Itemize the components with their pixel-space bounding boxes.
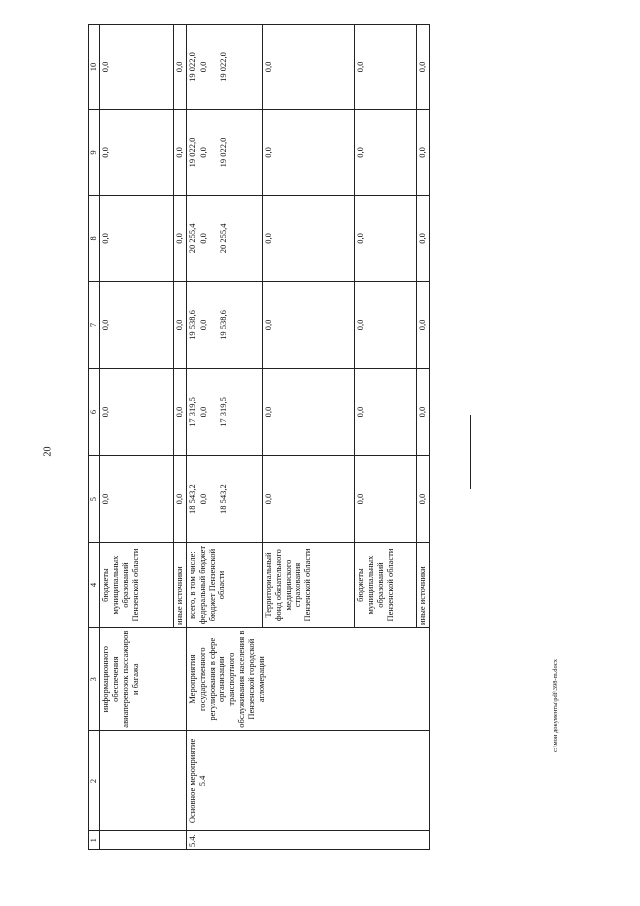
value-cell: 0,0 <box>197 61 208 73</box>
value-cell: 19 022,0 <box>218 137 229 168</box>
value-cell: 18 543,2 <box>187 484 198 514</box>
value-cell: 18 543,2 <box>218 484 229 514</box>
value-group <box>187 25 263 110</box>
value-cell: 0,0 <box>416 109 429 195</box>
value-cell: 0,0 <box>174 368 187 455</box>
header-cell: 7 <box>89 281 100 368</box>
page-number: 20 <box>42 446 54 457</box>
value-cell: 0,0 <box>197 406 208 418</box>
value-cell: 0,0 <box>197 319 208 331</box>
value-cell: 20 255,4 <box>218 223 229 254</box>
value-cell: 0,0 <box>100 368 174 455</box>
separator-line <box>470 415 471 489</box>
header-cell: 2 <box>89 731 100 831</box>
num-cell: 5.4. <box>187 831 430 850</box>
value-cell: 0,0 <box>355 195 417 281</box>
source-label: иные источники <box>416 543 429 628</box>
source-label: бюджеты муниципальных образований Пензенской области <box>100 543 174 628</box>
value-cell: 0,0 <box>416 456 429 543</box>
value-cell: 0,0 <box>416 195 429 281</box>
value-cell: 19 538,6 <box>218 310 229 340</box>
value-cell: 19 022,0 <box>187 52 198 82</box>
header-cell: 4 <box>89 543 100 628</box>
value-cell: 0,0 <box>355 456 417 543</box>
value-group <box>187 368 263 455</box>
value-cell: 0,0 <box>174 109 187 195</box>
value-cell: 0,0 <box>263 368 355 455</box>
value-cell: 19 022,0 <box>187 137 198 168</box>
value-cell: 0,0 <box>263 456 355 543</box>
header-cell: 9 <box>89 109 100 195</box>
value-cell: 0,0 <box>263 281 355 368</box>
rotated-table-container <box>88 24 430 850</box>
source-label: бюджет Пензенской области <box>206 548 227 622</box>
value-cell: 0,0 <box>355 25 417 110</box>
header-cell: 10 <box>89 25 100 110</box>
value-cell: 17 319,5 <box>218 397 229 427</box>
source-label: всего, в том числе: <box>187 551 198 619</box>
source-group <box>187 543 263 628</box>
value-cell: 0,0 <box>100 281 174 368</box>
value-cell: 0,0 <box>416 368 429 455</box>
value-cell: 0,0 <box>416 25 429 110</box>
name-cell <box>100 731 187 831</box>
header-cell: 8 <box>89 195 100 281</box>
value-cell: 0,0 <box>174 281 187 368</box>
value-cell: 0,0 <box>100 109 174 195</box>
footer-file-path: c:\мои документы\pdf\398-m.docx <box>552 659 559 752</box>
header-row <box>89 25 100 850</box>
value-group <box>187 195 263 281</box>
header-cell: 5 <box>89 456 100 543</box>
source-label: бюджеты муниципальных образований Пензенской области <box>355 543 417 628</box>
value-cell: 0,0 <box>100 456 174 543</box>
num-cell <box>100 831 187 850</box>
value-cell: 0,0 <box>100 195 174 281</box>
name-cell: Основное мероприятие 5.4 <box>187 731 430 831</box>
source-label: федеральный бюджет <box>196 545 207 625</box>
value-cell: 0,0 <box>197 493 208 505</box>
value-cell: 0,0 <box>174 195 187 281</box>
source-label: Территориальный фонд обязательного медицинского страхования Пензенской области <box>263 543 355 628</box>
value-cell: 0,0 <box>355 281 417 368</box>
value-group <box>187 456 263 543</box>
table-row <box>100 25 174 850</box>
header-cell: 1 <box>89 831 100 850</box>
value-cell: 0,0 <box>263 109 355 195</box>
value-cell: 0,0 <box>174 25 187 110</box>
header-cell: 6 <box>89 368 100 455</box>
value-cell: 19 022,0 <box>218 52 229 82</box>
value-cell: 0,0 <box>100 25 174 110</box>
desc-cell: Мероприятия государственного регулирования в сфере организации транспортного обслуживания населения в Пензенской городской агломерации <box>187 627 430 730</box>
header-cell: 3 <box>89 627 100 730</box>
value-cell: 0,0 <box>263 25 355 110</box>
value-cell: 19 538,6 <box>187 310 198 340</box>
value-cell: 0,0 <box>197 233 208 244</box>
value-cell: 0,0 <box>263 195 355 281</box>
value-cell: 20 255,4 <box>187 223 198 254</box>
source-label: иные источники <box>174 543 187 628</box>
value-cell: 0,0 <box>355 368 417 455</box>
desc-cell: информационного обеспечения авиаперевозок пассажиров и багажа <box>100 627 187 730</box>
value-cell: 0,0 <box>174 456 187 543</box>
financing-table <box>88 24 430 850</box>
value-cell: 0,0 <box>355 109 417 195</box>
value-cell: 0,0 <box>416 281 429 368</box>
value-cell: 17 319,5 <box>187 397 198 427</box>
value-cell: 0,0 <box>197 147 208 158</box>
value-group <box>187 109 263 195</box>
value-group <box>187 281 263 368</box>
table-row <box>187 25 263 850</box>
